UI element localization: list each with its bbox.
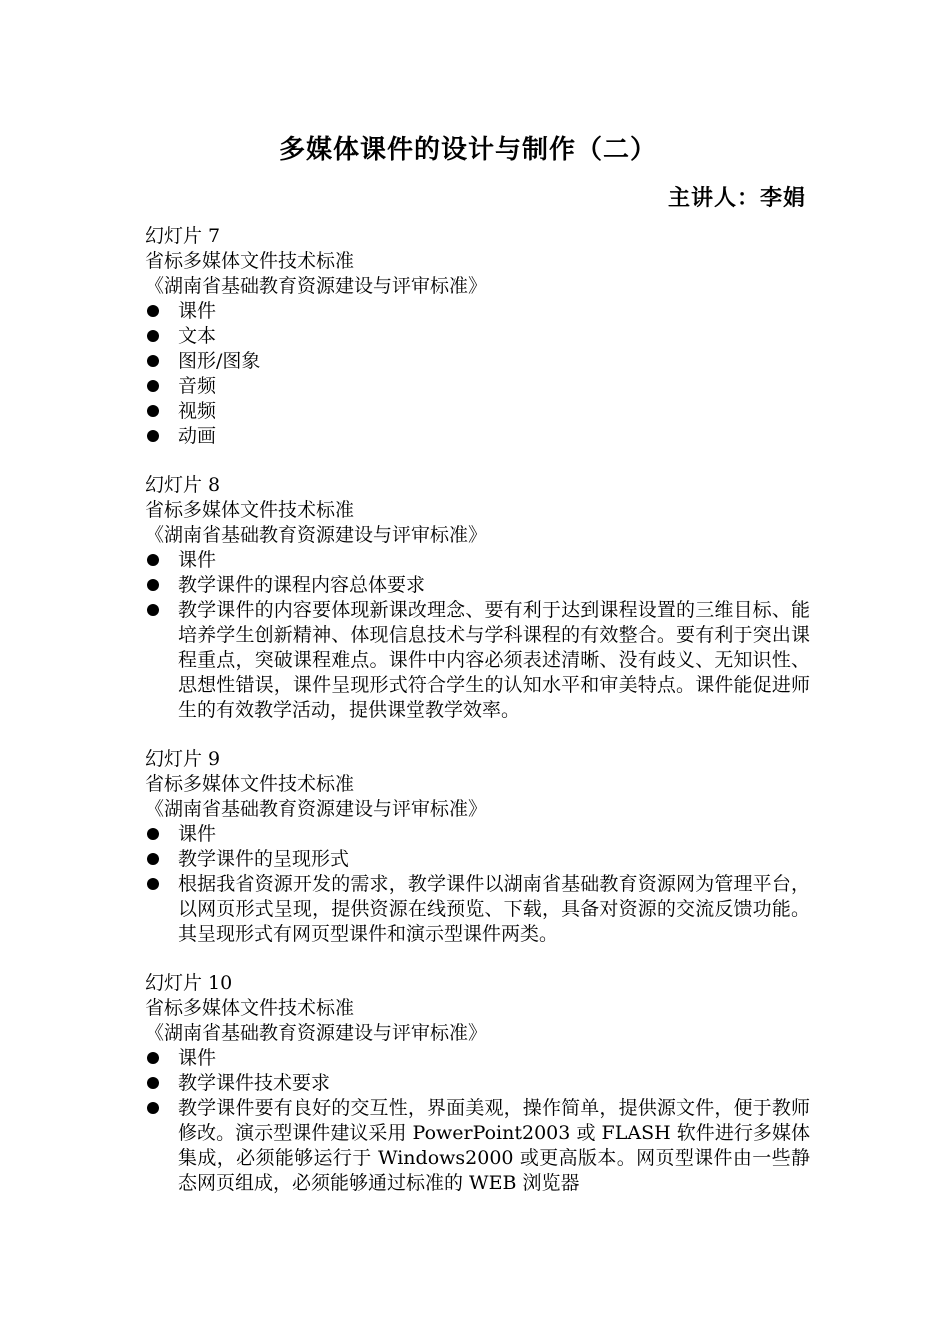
slide-heading: 省标多媒体文件技术标准 (145, 997, 355, 1019)
bullet-item (145, 1071, 810, 1096)
bullet-dot-icon (147, 380, 159, 392)
bullet-list (145, 299, 810, 449)
bullet-text: 根据我省资源开发的需求，教学课件以湖南省基础教育资源网为管理平台，以网页形式呈现，提供资源在线预览、下载，具备对资源的交流反馈功能。其呈现形式有网页型课件和演示型课件两类。 (178, 873, 810, 945)
slide-label: 幻灯片 10 (145, 972, 233, 994)
bullet-item (145, 1046, 810, 1071)
bullet-item (145, 1096, 810, 1196)
slide-source: 《湖南省基础教育资源建设与评审标准》 (145, 524, 488, 546)
bullet-dot-icon (147, 405, 159, 417)
document-title: 多媒体课件的设计与制作（二） (278, 135, 657, 165)
bullet-dot-icon (147, 430, 159, 442)
bullet-dot-icon (147, 554, 159, 566)
bullet-text: 教学课件要有良好的交互性，界面美观，操作简单，提供源文件，便于教师修改。演示型课件建议采用 PowerPoint2003 或 FLASH 软件进行多媒体集成，必须能够运行于 Windows2000 或更高版本。网页型课件由一些静态网页组成，必须能够通过标准的 WEB 浏览器 (178, 1097, 810, 1194)
bullet-text: 教学课件的呈现形式 (178, 848, 350, 870)
slide-9-section (145, 747, 810, 947)
slide-label: 幻灯片 8 (145, 474, 221, 496)
slide-label: 幻灯片 9 (145, 748, 221, 770)
bullet-text: 教学课件技术要求 (178, 1072, 331, 1094)
slide-8-section (145, 473, 810, 723)
document-author: 主讲人：李娟 (667, 186, 806, 211)
bullet-text: 图形/图象 (178, 350, 261, 372)
slide-source: 《湖南省基础教育资源建设与评审标准》 (145, 1022, 488, 1044)
bullet-text: 教学课件的课程内容总体要求 (178, 574, 426, 596)
slide-heading: 省标多媒体文件技术标准 (145, 773, 355, 795)
bullet-dot-icon (147, 1052, 159, 1064)
bullet-dot-icon (147, 579, 159, 591)
bullet-dot-icon (147, 1077, 159, 1089)
bullet-item (145, 424, 810, 449)
bullet-item (145, 548, 810, 573)
bullet-item (145, 324, 810, 349)
bullet-item (145, 598, 810, 723)
slide-heading: 省标多媒体文件技术标准 (145, 250, 355, 272)
bullet-text: 课件 (178, 300, 217, 322)
bullet-dot-icon (147, 604, 159, 616)
bullet-list (145, 1046, 810, 1196)
bullet-text: 课件 (178, 823, 217, 845)
bullet-dot-icon (147, 828, 159, 840)
bullet-text: 课件 (178, 1047, 217, 1069)
bullet-dot-icon (147, 330, 159, 342)
slide-7-section (145, 224, 810, 449)
slide-heading: 省标多媒体文件技术标准 (145, 499, 355, 521)
document-body (145, 224, 810, 1220)
bullet-item (145, 573, 810, 598)
bullet-text: 课件 (178, 549, 217, 571)
bullet-text: 文本 (178, 325, 217, 347)
bullet-item (145, 374, 810, 399)
bullet-item (145, 349, 810, 374)
bullet-text: 音频 (178, 375, 217, 397)
bullet-dot-icon (147, 1102, 159, 1114)
slide-label: 幻灯片 7 (145, 225, 221, 247)
bullet-text: 视频 (178, 400, 217, 422)
bullet-dot-icon (147, 878, 159, 890)
bullet-text: 教学课件的内容要体现新课改理念、要有利于达到课程设置的三维目标、能培养学生创新精神、体现信息技术与学科课程的有效整合。要有利于突出课程重点，突破课程难点。课件中内容必须表述清晰、没有歧义、无知识性、思想性错误，课件呈现形式符合学生的认知水平和审美特点。课件能促进师生的有效教学活动，提供课堂教学效率。 (178, 599, 810, 721)
bullet-item (145, 847, 810, 872)
bullet-item (145, 822, 810, 847)
slide-source: 《湖南省基础教育资源建设与评审标准》 (145, 275, 488, 297)
slide-source: 《湖南省基础教育资源建设与评审标准》 (145, 798, 488, 820)
slide-10-section (145, 971, 810, 1196)
bullet-text: 动画 (178, 425, 217, 447)
bullet-item (145, 399, 810, 424)
bullet-dot-icon (147, 305, 159, 317)
bullet-dot-icon (147, 853, 159, 865)
bullet-list (145, 548, 810, 723)
bullet-item (145, 872, 810, 947)
bullet-item (145, 299, 810, 324)
bullet-list (145, 822, 810, 947)
bullet-dot-icon (147, 355, 159, 367)
